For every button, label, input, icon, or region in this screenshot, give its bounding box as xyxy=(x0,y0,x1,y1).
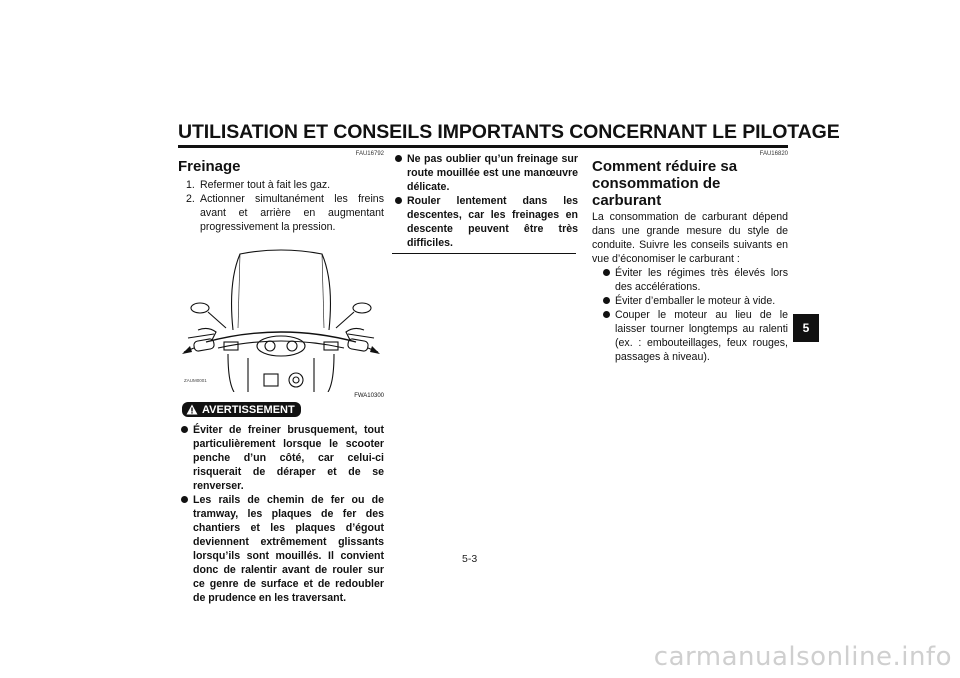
warning-list xyxy=(178,423,384,605)
list-item: Les rails de chemin de fer ou de tramway, les plaques de fer des chantiers et les plaques d’égout deviennent extrêmement glissants lorsqu’ils sont mouillés. Il convient donc de ralentir avant de rouler sur ce genre de surface et de redoubler de prudence en les traversant. xyxy=(178,493,384,605)
list-item: 2. Actionner simultanément les freins avant et arrière en augmentant progressivement la pression. xyxy=(186,193,384,233)
list-item: Éviter de freiner brusquement, tout particulièrement lorsque le scooter penche d’un côté, car celui-ci risquerait de déraper et de se renverser. xyxy=(178,423,384,493)
list-item: Couper le moteur au lieu de le laisser tourner longtemps au ralenti (ex. : embouteillages, feux rouges, passages à niveau). xyxy=(592,308,788,364)
list-item: Éviter d’emballer le moteur à vide. xyxy=(592,294,788,308)
right-column xyxy=(592,150,788,364)
list-item: 1. Refermer tout à fait les gaz. xyxy=(186,179,331,191)
section-heading-braking: Freinage xyxy=(178,158,241,175)
middle-column xyxy=(392,150,578,254)
left-column xyxy=(178,150,384,605)
list-item: Rouler lentement dans les descentes, car les freinages en descente peuvent être très difficiles. xyxy=(392,194,578,250)
page-number: 5-3 xyxy=(462,553,478,565)
bullet-icon xyxy=(395,197,402,204)
handlebar-illustration xyxy=(178,242,384,392)
warning-code: FWA10300 xyxy=(354,393,384,399)
chapter-tab: 5 xyxy=(793,314,819,342)
warning-list-continued xyxy=(392,152,578,250)
scooter-handlebar-icon xyxy=(178,242,384,392)
bullet-icon xyxy=(603,297,610,304)
bullet-icon xyxy=(603,269,610,276)
bullet-icon xyxy=(395,155,402,162)
bullet-icon xyxy=(181,426,188,433)
bullet-icon xyxy=(181,496,188,503)
section-code: FAU16792 xyxy=(355,151,384,157)
fuel-tips xyxy=(592,266,788,364)
fuel-intro: La consommation de carburant dépend dans une grande mesure du style de conduite. Suivre les conseils suivants en vue d’économiser le carburant : xyxy=(592,211,788,265)
list-item: Ne pas oublier qu’un freinage sur route mouillée est une manœuvre délicate. xyxy=(392,152,578,194)
list-item: Éviter les régimes très élevés lors des accélérations. xyxy=(592,266,788,294)
braking-steps xyxy=(178,178,384,234)
section-code: FAU16820 xyxy=(759,151,788,157)
page-title: UTILISATION ET CONSEILS IMPORTANTS CONCERNANT LE PILOTAGE xyxy=(178,121,840,143)
title-rule xyxy=(178,145,788,148)
warning-badge: AVERTISSEMENT xyxy=(182,402,301,417)
warning-end-rule xyxy=(392,253,576,254)
warning-triangle-icon xyxy=(186,404,198,415)
watermark: carmanualsonline.info xyxy=(653,642,952,672)
bullet-icon xyxy=(603,311,610,318)
section-heading-fuel: Comment réduire sa consommation de carburant xyxy=(592,158,738,209)
figure-code: ZAUM0001 xyxy=(184,378,207,383)
